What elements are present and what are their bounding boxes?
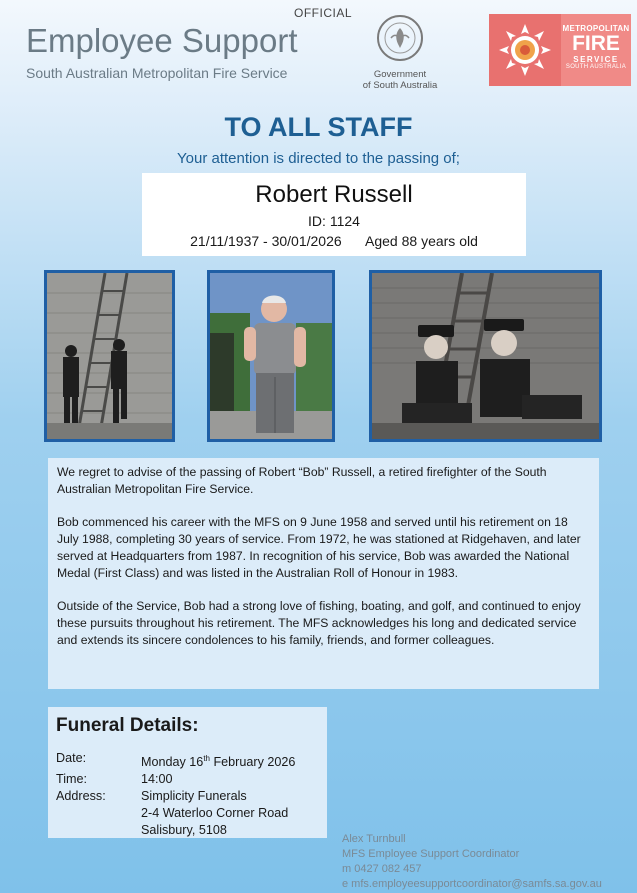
gov-logo-line2: of South Australia bbox=[362, 80, 438, 91]
signature-block bbox=[342, 832, 602, 892]
sa-seal-icon bbox=[376, 14, 424, 62]
mfs-logo-line2: FIRE bbox=[572, 32, 620, 55]
deceased-id: ID: 1124 bbox=[308, 213, 360, 229]
funeral-address bbox=[141, 788, 288, 839]
government-logo bbox=[355, 14, 445, 91]
page-subtitle: South Australian Metropolitan Fire Service bbox=[26, 65, 288, 81]
address-line-1: Simplicity Funerals bbox=[141, 789, 247, 804]
deceased-card bbox=[142, 173, 526, 256]
firefighters-on-ladder-photo bbox=[44, 270, 175, 442]
mfs-logo-line4: SOUTH AUSTRALIA bbox=[565, 64, 627, 70]
notice-attention: Your attention is directed to the passing of; bbox=[177, 150, 460, 167]
mfs-logo-line1: METROPOLITAN bbox=[562, 24, 630, 33]
obituary-paragraph-2: Bob commenced his career with the MFS on 9 June 1958 and served until his retirement on 18 July 1988, completing 30 years of service. From 1972, he was stationed at Ridgehaven, and later served at Headquarters from 1987. In recognition of his service, Bob was awarded the National Medal (First Class) and was listed in the Australian Roll of Honour in 1983. bbox=[57, 515, 581, 580]
date-label: Date: bbox=[56, 751, 87, 765]
signature-name: Alex Turnbull bbox=[342, 833, 406, 845]
deceased-name: Robert Russell bbox=[255, 181, 413, 208]
deceased-age: Aged 88 years old bbox=[365, 233, 478, 249]
funeral-time: 14:00 bbox=[141, 772, 173, 787]
mfs-badge-icon bbox=[489, 14, 561, 86]
obituary-paragraph-1: We regret to advise of the passing of Robert “Bob” Russell, a retired firefighter of the South Australian Metropolitan Fire Service. bbox=[57, 465, 547, 496]
deceased-dates: 21/11/1937 - 30/01/2026 bbox=[190, 233, 342, 249]
signature-role: MFS Employee Support Coordinator bbox=[342, 848, 520, 860]
gov-logo-line1: Government bbox=[373, 69, 427, 80]
funeral-date: Monday 16th February 2026 bbox=[141, 754, 296, 770]
funeral-title: Funeral Details: bbox=[56, 715, 199, 736]
page-title: Employee Support bbox=[26, 22, 298, 59]
classification-label: OFFICIAL bbox=[294, 6, 353, 20]
time-label: Time: bbox=[56, 772, 88, 787]
signature-mobile: m 0427 082 457 bbox=[342, 863, 422, 875]
mfs-logo-line3: SERVICE bbox=[573, 55, 619, 64]
notice-heading: TO ALL STAFF bbox=[224, 112, 413, 142]
address-line-2: 2-4 Waterloo Corner Road bbox=[141, 806, 289, 821]
obituary-text bbox=[48, 458, 599, 689]
mfs-logo bbox=[489, 14, 631, 86]
man-portrait-photo bbox=[207, 270, 335, 442]
obituary-paragraph-3: Outside of the Service, Bob had a strong love of fishing, boating, and golf, and continued to enjoy these pursuits throughout his retirement. The MFS acknowledges his long and dedicated service and extends its sincere condolences to his family, friends, and former colleagues. bbox=[57, 599, 581, 647]
signature-email[interactable]: e mfs.employeesupportcoordinator@samfs.sa.gov.au bbox=[342, 878, 602, 890]
two-firefighters-on-ladder-photo bbox=[369, 270, 602, 442]
address-label: Address: bbox=[56, 789, 106, 804]
funeral-details bbox=[48, 707, 327, 838]
address-line-3: Salisbury, 5108 bbox=[141, 823, 227, 838]
